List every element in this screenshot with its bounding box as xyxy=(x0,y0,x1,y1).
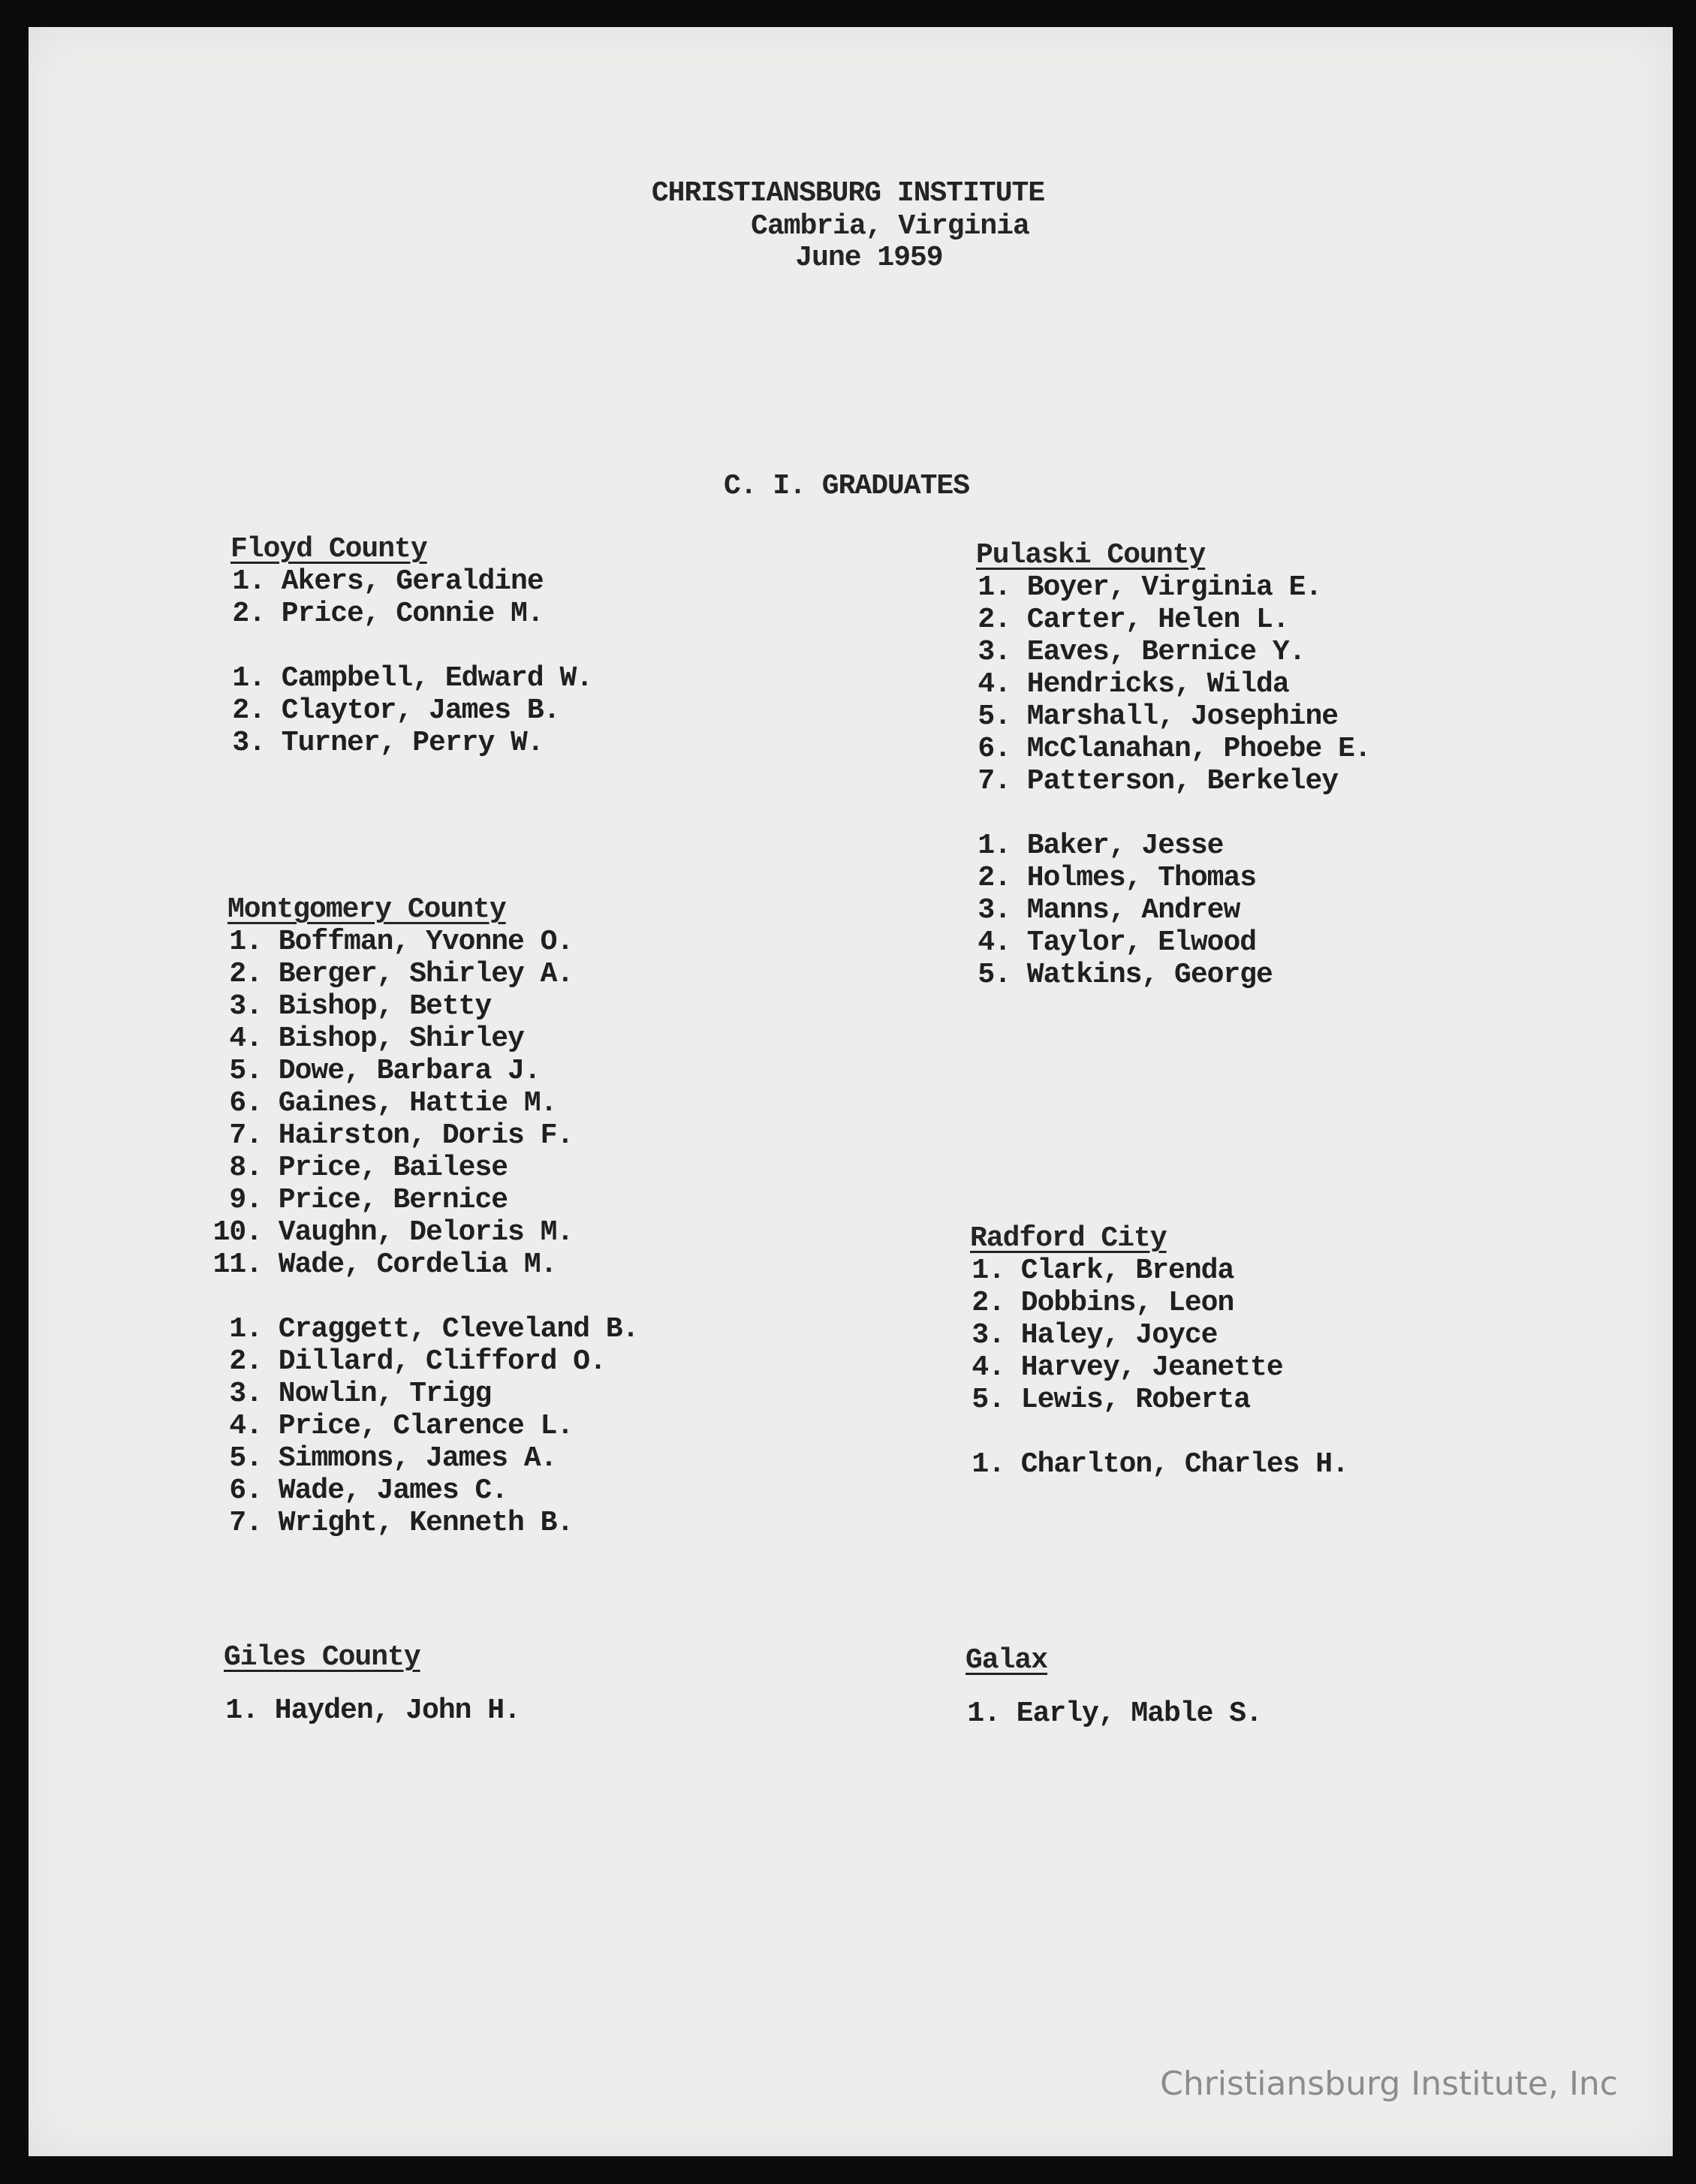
graduate-entry: 4. Price, Clarence L. xyxy=(229,1410,574,1442)
graduate-entry: 1. Campbell, Edward W. xyxy=(232,662,593,694)
graduate-entry: 9. Price, Bernice xyxy=(229,1184,508,1216)
county-heading: Giles County xyxy=(224,1641,420,1673)
graduate-entry: 3. Eaves, Bernice Y. xyxy=(978,636,1306,668)
document-date: June 1959 xyxy=(795,242,943,274)
section-title: C. I. GRADUATES xyxy=(723,470,970,502)
institution-title: CHRISTIANSBURG INSTITUTE xyxy=(651,177,1045,209)
graduate-entry: 1. Akers, Geraldine xyxy=(232,565,544,598)
graduate-group xyxy=(970,1448,1348,1481)
county-heading: Floyd County xyxy=(230,533,427,565)
graduate-entry: 2. Dillard, Clifford O. xyxy=(229,1345,606,1378)
county-block xyxy=(970,1222,1348,1481)
graduate-group xyxy=(970,1255,1348,1416)
county-block xyxy=(965,1644,1262,1730)
graduate-entry: 11. Wade, Cordelia M. xyxy=(212,1249,557,1281)
graduate-entry: 1. Charlton, Charles H. xyxy=(972,1448,1348,1481)
graduate-entry: 1. Craggett, Cleveland B. xyxy=(229,1313,639,1345)
graduate-entry: 2. Dobbins, Leon xyxy=(972,1287,1234,1319)
graduate-entry: 4. Harvey, Jeanette xyxy=(972,1351,1283,1384)
graduate-group xyxy=(230,662,592,759)
graduate-entry: 3. Turner, Perry W. xyxy=(232,727,544,759)
graduate-entry: 6. McClanahan, Phoebe E. xyxy=(978,733,1371,765)
graduate-entry: 5. Simmons, James A. xyxy=(229,1442,557,1475)
graduate-group xyxy=(224,1694,520,1727)
county-heading: Pulaski County xyxy=(976,539,1206,571)
graduate-entry: 6. Wade, James C. xyxy=(229,1475,508,1507)
graduate-group xyxy=(212,926,639,1281)
graduate-entry: 7. Wright, Kenneth B. xyxy=(229,1507,574,1539)
institution-location: Cambria, Virginia xyxy=(751,210,1029,242)
graduate-entry: 10. Vaughn, Deloris M. xyxy=(212,1216,574,1249)
graduate-group xyxy=(230,565,592,630)
graduate-entry: 1. Early, Mable S. xyxy=(967,1697,1262,1730)
watermark: Christiansburg Institute, Inc xyxy=(1160,2065,1618,2103)
graduate-entry: 5. Watkins, George xyxy=(978,959,1273,991)
county-block xyxy=(212,893,639,1539)
county-heading: Montgomery County xyxy=(227,893,506,926)
graduate-entry: 7. Hairston, Doris F. xyxy=(229,1119,574,1152)
graduate-entry: 3. Haley, Joyce xyxy=(972,1319,1218,1351)
county-block xyxy=(976,539,1371,991)
graduate-entry: 1. Boffman, Yvonne O. xyxy=(229,926,574,958)
county-block xyxy=(224,1641,520,1727)
graduate-entry: 5. Marshall, Josephine xyxy=(978,700,1339,733)
county-heading: Galax xyxy=(965,1644,1048,1676)
county-heading: Radford City xyxy=(970,1222,1167,1255)
graduate-entry: 1. Baker, Jesse xyxy=(978,830,1224,862)
graduate-entry: 3. Bishop, Betty xyxy=(229,990,492,1023)
county-block xyxy=(230,533,592,759)
graduate-entry: 4. Bishop, Shirley xyxy=(229,1023,524,1055)
graduate-entry: 2. Berger, Shirley A. xyxy=(229,958,574,990)
graduate-entry: 4. Hendricks, Wilda xyxy=(978,668,1289,700)
graduate-group xyxy=(227,1313,639,1539)
graduate-entry: 4. Taylor, Elwood xyxy=(978,926,1257,959)
graduate-entry: 3. Manns, Andrew xyxy=(978,894,1240,926)
graduate-entry: 2. Price, Connie M. xyxy=(232,598,544,630)
graduate-entry: 6. Gaines, Hattie M. xyxy=(229,1087,557,1119)
graduate-entry: 2. Holmes, Thomas xyxy=(978,862,1257,894)
graduate-group xyxy=(976,830,1371,991)
graduate-entry: 3. Nowlin, Trigg xyxy=(229,1378,492,1410)
graduate-entry: 5. Lewis, Roberta xyxy=(972,1384,1251,1416)
graduate-entry: 8. Price, Bailese xyxy=(229,1152,508,1184)
graduate-group xyxy=(976,571,1371,797)
graduate-entry: 2. Carter, Helen L. xyxy=(978,604,1289,636)
graduate-group xyxy=(965,1697,1262,1730)
graduate-entry: 2. Claytor, James B. xyxy=(232,694,560,727)
graduate-entry: 5. Dowe, Barbara J. xyxy=(229,1055,541,1087)
graduate-entry: 1. Clark, Brenda xyxy=(972,1255,1234,1287)
graduate-entry: 7. Patterson, Berkeley xyxy=(978,765,1339,797)
graduate-entry: 1. Hayden, John H. xyxy=(225,1694,520,1727)
graduate-entry: 1. Boyer, Virginia E. xyxy=(978,571,1322,604)
